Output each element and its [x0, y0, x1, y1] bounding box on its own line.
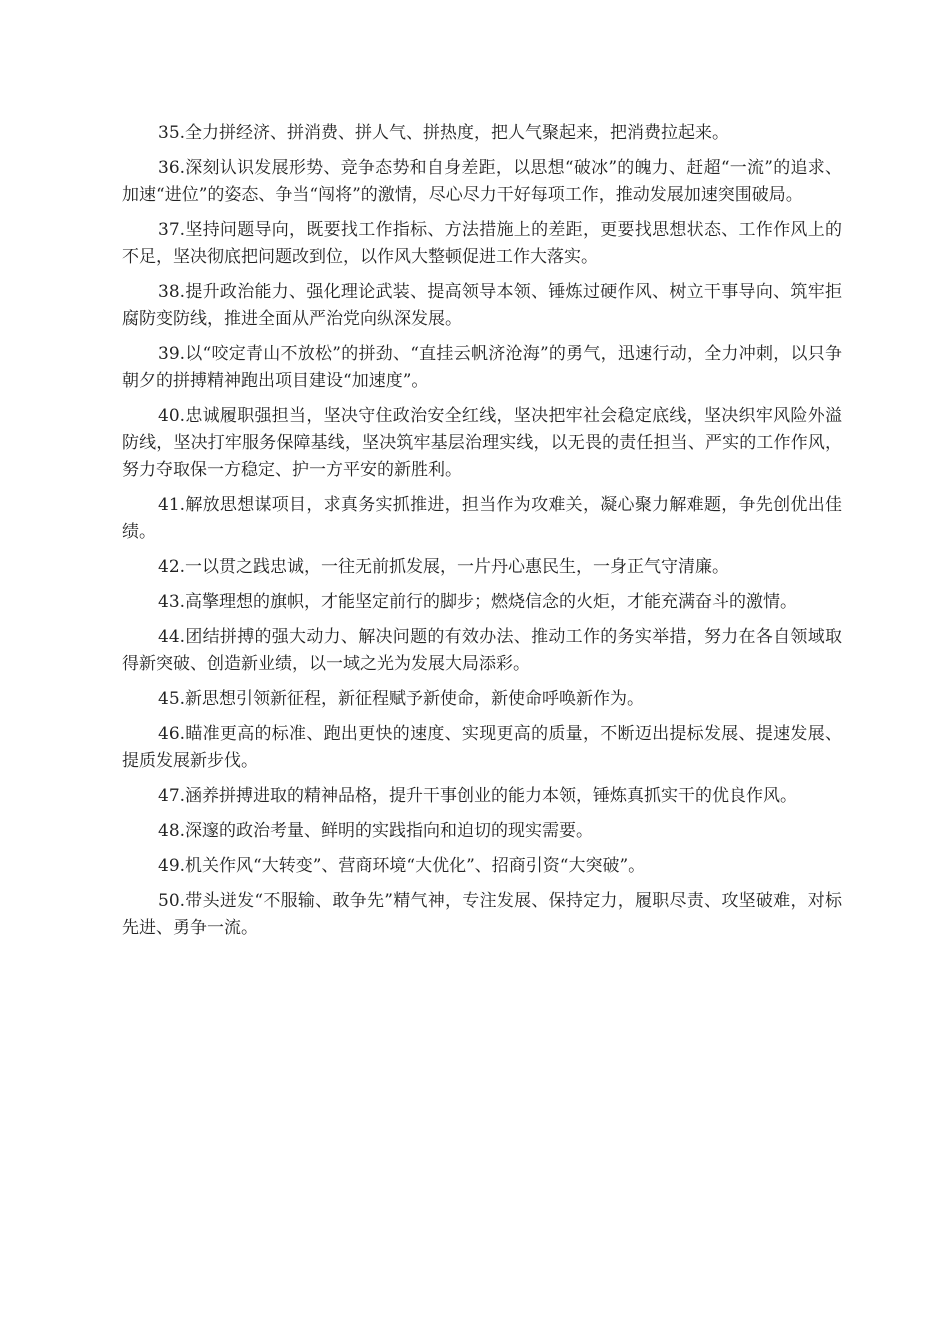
- paragraph-35: 35.全力拼经济、拼消费、拼人气、拼热度，把人气聚起来，把消费拉起来。: [158, 123, 730, 143]
- paragraph-42: 42.一以贯之践忠诚，一往无前抓发展，一片丹心惠民生，一身正气守清廉。: [158, 557, 730, 577]
- paragraph-40: 40.忠诚履职强担当，坚决守住政治安全红线，坚决把牢社会稳定底线，坚决织牢风险外溢防线，坚决打牢服务保障基线，坚决筑牢基层治理实线，以无畏的责任担当、严实的工作作风，努力夺取保一方稳定、护一方平安的新胜利。: [122, 406, 842, 480]
- paragraph-43: 43.高擎理想的旗帜，才能坚定前行的脚步；燃烧信念的火炬，才能充满奋斗的激情。: [158, 592, 798, 612]
- paragraph-39: 39.以“咬定青山不放松”的拼劲、“直挂云帆济沧海”的勇气，迅速行动，全力冲刺，以只争朝夕的拼搏精神跑出项目建设“加速度”。: [122, 344, 842, 391]
- paragraph-49: 49.机关作风“大转变”、营商环境“大优化”、招商引资“大突破”。: [158, 856, 646, 876]
- paragraph-45: 45.新思想引领新征程，新征程赋予新使命，新使命呼唤新作为。: [158, 689, 645, 709]
- paragraph-38: 38.提升政治能力、强化理论武装、提高领导本领、锤炼过硬作风、树立干事导向、筑牢拒腐防变防线，推进全面从严治党向纵深发展。: [122, 282, 842, 329]
- document-page: [122, 120, 842, 950]
- paragraph-37: 37.坚持问题导向，既要找工作指标、方法措施上的差距，更要找思想状态、工作作风上的不足，坚决彻底把问题改到位，以作风大整顿促进工作大落实。: [122, 220, 842, 267]
- paragraph-36: 36.深刻认识发展形势、竞争态势和自身差距，以思想“破冰”的魄力、赶超“一流”的追求、加速“进位”的姿态、争当“闯将”的激情，尽心尽力干好每项工作，推动发展加速突围破局。: [122, 158, 842, 205]
- paragraph-48: 48.深邃的政治考量、鲜明的实践指向和迫切的现实需要。: [158, 821, 594, 841]
- paragraph-41: 41.解放思想谋项目，求真务实抓推进，担当作为攻难关，凝心聚力解难题，争先创优出佳绩。: [122, 495, 842, 542]
- paragraph-44: 44.团结拼搏的强大动力、解决问题的有效办法、推动工作的务实举措，努力在各自领域取得新突破、创造新业绩，以一域之光为发展大局添彩。: [122, 627, 842, 674]
- paragraph-47: 47.涵养拼搏进取的精神品格，提升干事创业的能力本领，锤炼真抓实干的优良作风。: [158, 786, 798, 806]
- paragraph-50: 50.带头迸发“不服输、敢争先”精气神，专注发展、保持定力，履职尽责、攻坚破难，对标先进、勇争一流。: [122, 891, 842, 938]
- paragraph-46: 46.瞄准更高的标准、跑出更快的速度、实现更高的质量，不断迈出提标发展、提速发展、提质发展新步伐。: [122, 724, 842, 771]
